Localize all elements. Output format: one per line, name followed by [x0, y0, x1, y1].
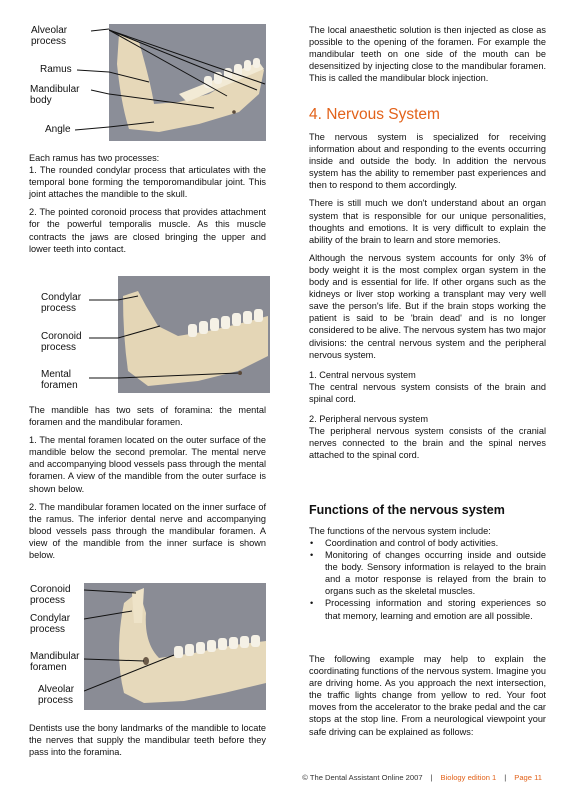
- label-condylar-process-inner: Condylar process: [30, 613, 71, 635]
- list-item: [309, 597, 546, 621]
- list-item-text: Coordination and control of body activities.: [325, 538, 499, 548]
- mandible-photo-1: [109, 24, 266, 141]
- list-item-text: Monitoring of changes occurring inside and outside the body. Sensory information is relayed to the brain and a motor response is relayed from the brain to organs such as the skeletal muscles.: [325, 550, 546, 597]
- paragraph-understanding: There is still much we don't understand about an organ system that is responsible for our unique personalities, thoughts and emotions. It is very difficult to explain the ability of the brain to learn and store memories.: [309, 198, 546, 245]
- label-coronoid-process-inner: Coronoid process: [30, 584, 71, 606]
- label-alveolar-process: Alveolar process: [31, 25, 68, 47]
- subtitle-functions: Functions of the nervous system: [309, 503, 505, 517]
- label-alveolar-process-inner: Alveolar process: [38, 684, 75, 706]
- label-coronoid-process: Coronoid process: [41, 331, 82, 353]
- list-item: [309, 537, 546, 549]
- label-angle: Angle: [45, 124, 71, 135]
- mandible-photo-3: [84, 583, 266, 710]
- bullet-icon: •: [310, 538, 314, 548]
- paragraph-driving-example: The following example may help to explain the coordinating functions of the nervous system. Imagine you are driving home. As you approach the next intersection, the traffic lights change from yellow to red. Your foot moves from the accelerator to the brake pedal and the car stops at the stop line. From a neurological viewpoint your safe driving can be explained as follows:: [309, 654, 546, 737]
- section-title-nervous-system: 4. Nervous System: [309, 106, 440, 123]
- figure2-leader-lines: [29, 276, 118, 393]
- paragraph-mental-foramen: 1. The mental foramen located on the outer surface of the mandible below the second premolar. The mental nerve and accompanying blood vessels pass through the mental foramen. A view of the mandible from the outer surface is shown below.: [29, 435, 266, 494]
- footer-edition: Biology edition 1: [440, 773, 497, 782]
- footer-copyright: © The Dental Assistant Online 2007: [302, 773, 423, 782]
- label-mandibular-foramen: Mandibular foramen: [30, 651, 80, 673]
- right-text-block-1: [309, 24, 546, 84]
- mandible-photo-2: [118, 276, 270, 393]
- functions-list: [309, 537, 546, 622]
- label-mental-foramen: Mental foramen: [41, 369, 78, 391]
- paragraph-ramus-processes: Each ramus has two processes: 1. The rounded condylar process that articulates with the temporal bone forming the temporomandibular joint. This joint attaches the mandible to the skull.: [29, 153, 266, 200]
- paragraph-functions-intro: The functions of the nervous system include:: [309, 526, 491, 536]
- label-ramus: Ramus: [40, 64, 72, 75]
- paragraph-nervous-intro: The nervous system is specialized for receiving information about and responding to the events occurring inside and outside the body. In addition the nervous system has the ability to remember past experiences and then to respond to them accordingly.: [309, 132, 546, 191]
- figure-mandible-inner: [29, 583, 266, 711]
- paragraph-body-weight: Although the nervous system accounts for only 3% of body weight it is the most complex organ system in the body and is essential for life. If other organs such as the kidneys or liver stop working a transplant may very well save the person's life. But if the brain stops working the patient is said to be 'brain dead' and is no longer considered to be alive. The nervous system has two major divisions: the central nervous system and the peripheral nervous system.: [309, 252, 546, 360]
- paragraph-anaesthetic: The local anaesthetic solution is then injected as close as possible to the opening of the foramen. For example the mandibular teeth on one side of the mouth can be desensitized by injecting close to the mandibular foramen. This is called the mandibular block injection.: [309, 25, 546, 84]
- footer-separator: |: [430, 773, 433, 782]
- figure1-leader-lines: [29, 24, 109, 141]
- bullet-icon: •: [310, 550, 314, 561]
- footer-page-number: Page 11: [514, 773, 542, 782]
- paragraph-peripheral-nervous: 2. Peripheral nervous system The peripheral nervous system consists of the cranial nerves connected to the brain and the spinal nerves attached to the spinal cord.: [309, 413, 546, 461]
- label-condylar-process: Condylar process: [41, 292, 82, 314]
- right-text-block-4: [309, 653, 546, 738]
- left-text-block-1: [29, 152, 266, 255]
- paragraph-bony-landmarks: Dentists use the bony landmarks of the mandible to locate the nerves that supply the mandibular teeth before they pass into the foramina.: [29, 723, 266, 758]
- label-mandibular-body: Mandibular body: [30, 84, 80, 106]
- figure-mandible-lateral: [29, 24, 266, 142]
- paragraph-mandibular-foramen: 2. The mandibular foramen located on the inner surface of the ramus. The inferior dental nerve and accompanying blood vessels pass through the mandibular foramen. A view of the mandible from the inner surface is shown below.: [29, 501, 266, 561]
- left-text-block-3: [29, 722, 266, 758]
- page-footer: [302, 773, 542, 782]
- paragraph-foramina: The mandible has two sets of foramina: the mental foramen and the mandibular foramen.: [29, 405, 266, 428]
- list-item-text: Processing information and storing experiences so that memory, learning and emotion are all possible.: [325, 598, 546, 621]
- list-item: [309, 549, 546, 597]
- paragraph-central-nervous: 1. Central nervous system The central nervous system consists of the brain and spinal cord.: [309, 369, 546, 404]
- left-text-block-2: [29, 404, 266, 561]
- right-text-block-3: [309, 525, 546, 537]
- paragraph-coronoid: 2. The pointed coronoid process that provides attachment for the powerful temporalis muscle. As this muscle contracts the jaws are closed bringing the upper and lower teeth into contact.: [29, 207, 266, 254]
- figure-mandible-foramen: [29, 276, 266, 394]
- right-text-block-2: [309, 131, 546, 461]
- bullet-icon: •: [310, 598, 314, 609]
- footer-separator: |: [504, 773, 507, 782]
